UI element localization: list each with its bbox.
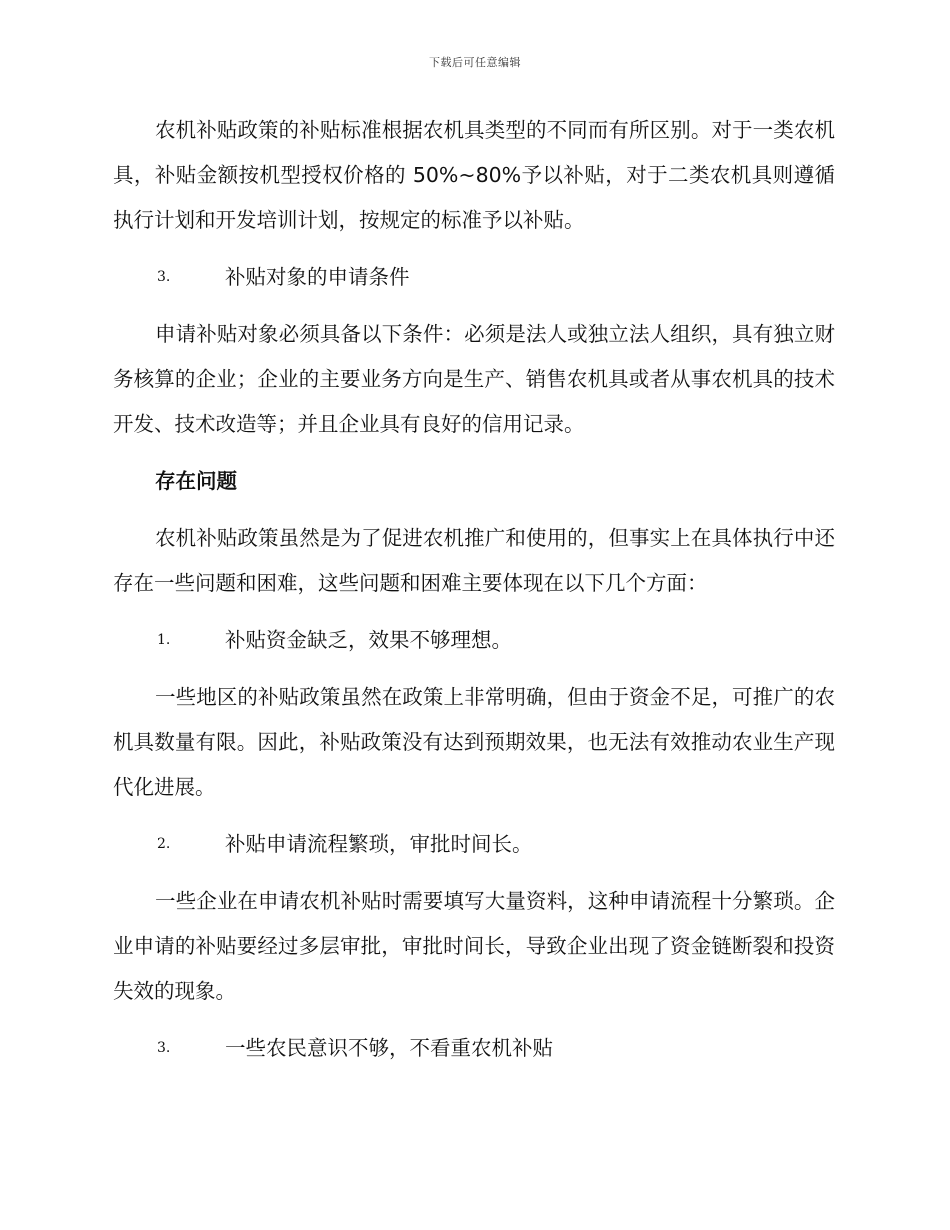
document-body — [113, 108, 835, 1071]
paragraph-problems-intro: 农机补贴政策虽然是为了促进农机推广和使用的，但事实上在具体执行中还存在一些问题和困难，这些问题和困难主要体现在以下几个方面： — [113, 526, 835, 595]
list-item-label: 补贴资金缺乏，效果不够理想。 — [225, 628, 512, 652]
list-item-funding-shortage — [113, 618, 835, 663]
paragraph-complex-process: 一些企业在申请农机补贴时需要填写大量资料，这种申请流程十分繁琐。企业申请的补贴要经过多层审批，审批时间长，导致企业出现了资金链断裂和投资失效的现象。 — [113, 889, 835, 1003]
list-item-application-conditions — [113, 255, 835, 300]
section-heading: 存在问题 — [155, 469, 237, 493]
list-item-complex-process — [113, 822, 835, 867]
paragraph-funding-shortage: 一些地区的补贴政策虽然在政策上非常明确，但由于资金不足，可推广的农机具数量有限。因此，补贴政策没有达到预期效果，也无法有效推动农业生产现代化进展。 — [113, 685, 835, 799]
list-number: 1. — [157, 632, 171, 648]
list-number: 3. — [157, 1040, 171, 1056]
list-number: 3. — [157, 269, 171, 285]
list-item-label: 一些农民意识不够，不看重农机补贴 — [225, 1036, 553, 1060]
paragraph-subsidy-standard: 农机补贴政策的补贴标准根据农机具类型的不同而有所区别。对于一类农机具，补贴金额按机型授权价格的 50%~80%予以补贴，对于二类农机具则遵循执行计划和开发培训计划，按规定的标准予以补贴。 — [113, 118, 835, 232]
list-item-label: 补贴对象的申请条件 — [225, 265, 410, 289]
paragraph-application-conditions: 申请补贴对象必须具备以下条件：必须是法人或独立法人组织，具有独立财务核算的企业；企业的主要业务方向是生产、销售农机具或者从事农机具的技术开发、技术改造等；并且企业具有良好的信用记录。 — [113, 322, 835, 436]
list-item-label: 补贴申请流程繁琐，审批时间长。 — [225, 832, 533, 856]
page-header: 下载后可任意编辑 — [429, 56, 521, 69]
list-number: 2. — [157, 836, 171, 852]
list-item-farmer-awareness — [113, 1026, 835, 1071]
